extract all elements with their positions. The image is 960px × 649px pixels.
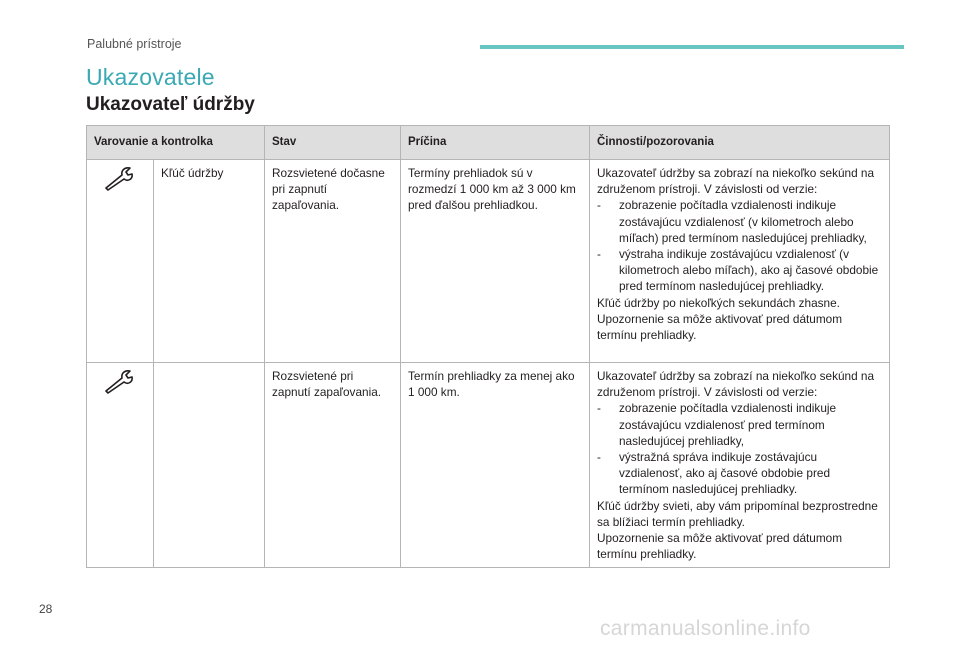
- actions-bullet: - zobrazenie počítadla vzdialenosti indikuje zostávajúcu vzdialenosť pred termínom nasledujúcej prehliadky,: [597, 401, 837, 448]
- actions-outro: Kľúč údržby po niekoľkých sekundách zhasne.: [597, 295, 840, 310]
- actions-bullet: - výstražná správa indikuje zostávajúcu vzdialenosť, ako aj časové obdobie pred termínom nasledujúcej prehliadky.: [597, 450, 831, 497]
- warning-name: Kľúč údržby: [154, 160, 265, 363]
- section-label: Palubné prístroje: [87, 37, 182, 51]
- warning-icon-cell: [87, 160, 154, 363]
- table-row: [87, 363, 890, 568]
- wrench-icon: [103, 165, 137, 191]
- actions-cell: [590, 160, 890, 363]
- column-header-cause: Príčina: [401, 126, 590, 160]
- actions-outro: Upozornenie sa môže aktivovať pred dátumom termínu prehliadky.: [597, 311, 843, 343]
- cause-text: Termín prehliadky za menej ako 1 000 km.: [401, 363, 590, 568]
- page-title: Ukazovatele: [86, 64, 215, 90]
- actions-intro: Ukazovateľ údržby sa zobrazí na niekoľko sekúnd na združenom prístroji. V závislosti od verzie:: [597, 369, 875, 400]
- maintenance-table: [86, 125, 890, 568]
- table-header-row: [87, 126, 890, 160]
- state-text: Rozsvietené dočasne pri zapnutí zapaľovania.: [265, 160, 401, 363]
- actions-bullet: - výstraha indikuje zostávajúcu vzdialenosť (v kilometroch alebo míľach), ako aj časové obdobie pred termínom nasledujúcej prehliadky.: [597, 247, 879, 294]
- column-header-warning: Varovanie a kontrolka: [87, 126, 265, 160]
- warning-icon-cell: [87, 363, 154, 568]
- actions-intro: Ukazovateľ údržby sa zobrazí na niekoľko sekúnd na združenom prístroji. V závislosti od verzie:: [597, 166, 875, 197]
- warning-name: [154, 363, 265, 568]
- actions-cell: [590, 363, 890, 568]
- actions-outro: Upozornenie sa môže aktivovať pred dátumom termínu prehliadky.: [597, 531, 843, 562]
- state-text: Rozsvietené pri zapnutí zapaľovania.: [265, 363, 401, 568]
- watermark: carmanualsonline.info: [600, 617, 811, 640]
- actions-outro: Kľúč údržby svieti, aby vám pripomínal bezprostredne sa blížiaci termín prehliadky.: [597, 498, 878, 529]
- actions-bullet: - zobrazenie počítadla vzdialenosti indikuje zostávajúcu vzdialenosť (v kilometroch alebo míľach) pred termínom nasledujúcej prehliadky,: [597, 198, 867, 245]
- page-subtitle: Ukazovateľ údržby: [86, 94, 255, 115]
- table-row: [87, 160, 890, 363]
- cause-text: Termíny prehliadok sú v rozmedzí 1 000 km až 3 000 km pred ďalšou prehliadkou.: [401, 160, 590, 363]
- header-accent-bar: [480, 45, 904, 49]
- column-header-actions: Činnosti/pozorovania: [590, 126, 890, 160]
- column-header-state: Stav: [265, 126, 401, 160]
- page-number: 28: [39, 602, 53, 616]
- wrench-icon: [103, 368, 137, 394]
